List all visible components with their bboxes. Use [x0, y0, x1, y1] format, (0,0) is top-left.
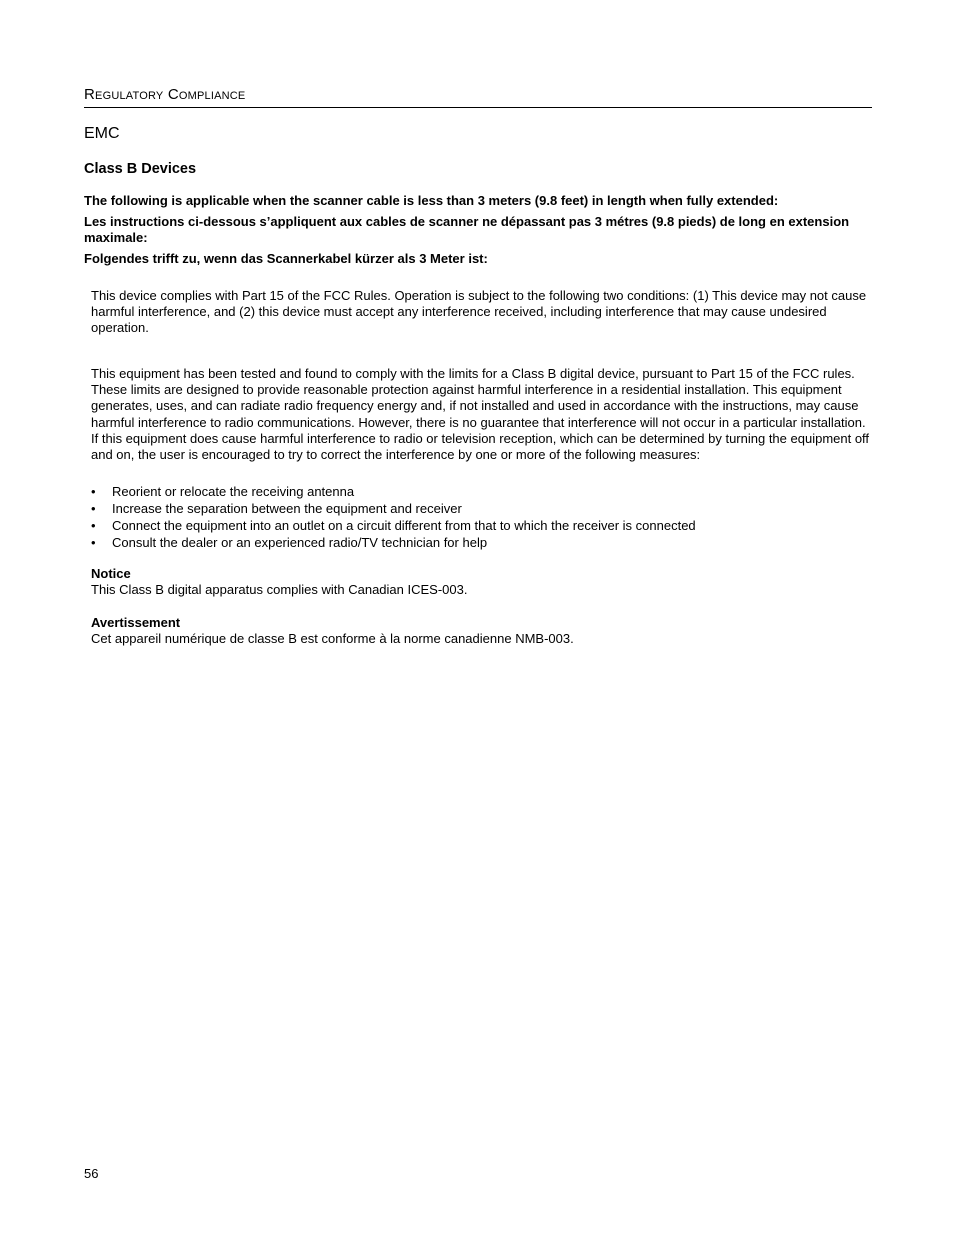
list-item	[91, 534, 871, 551]
class-b-limits-text: This equipment has been tested and found to comply with the limits for a Class B digital device, pursuant to Part 15 of the FCC rules. These limits are designed to provide reasonable protection against harmful interference in a residential installation. This equipment generates, uses, and can radiate radio frequency energy and, if not installed and used in accordance with the instructions, may cause harmful interference to radio communications. However, there is no guarantee that interference will not occur in a particular installation. If this equipment does cause harmful interference to radio or television reception, which can be determined by turning the equipment off and on, the user is encouraged to try to correct the interference by one or more of the following measures:	[91, 366, 870, 463]
avertissement-heading: Avertissement	[91, 615, 181, 630]
list-item-text: Increase the separation between the equipment and receiver	[112, 501, 462, 516]
list-item-text: Reorient or relocate the receiving antenna	[112, 484, 355, 499]
running-header: Regulatory Compliance	[84, 86, 872, 108]
subsection-title: Class B Devices	[84, 161, 197, 177]
notice-heading: Notice	[91, 566, 131, 581]
list-item-text: Consult the dealer or an experienced radio/TV technician for help	[112, 535, 488, 550]
list-item	[91, 483, 871, 500]
list-item	[91, 500, 871, 517]
bullet-icon: •	[91, 501, 96, 516]
notice-text: This Class B digital apparatus complies with Canadian ICES-003.	[91, 582, 468, 597]
avertissement-block	[91, 615, 871, 647]
bullet-icon: •	[91, 535, 96, 550]
applicability-statements	[84, 193, 864, 272]
bullet-icon: •	[91, 484, 96, 499]
bullet-icon: •	[91, 518, 96, 533]
applicability-french: Les instructions ci-dessous s’appliquent aux cables de scanner ne dépassant pas 3 métres (9.8 pieds) de long en extension maximale:	[84, 214, 850, 245]
list-item	[91, 517, 871, 534]
list-item-text: Connect the equipment into an outlet on a circuit different from that to which the receiver is connected	[112, 518, 696, 533]
page-number: 56	[84, 1166, 99, 1181]
applicability-english: The following is applicable when the scanner cable is less than 3 meters (9.8 feet) in length when fully extended:	[84, 193, 779, 208]
avertissement-text: Cet appareil numérique de classe B est conforme à la norme canadienne NMB-003.	[91, 631, 574, 646]
fcc-paragraph-2	[91, 353, 871, 476]
notice-block	[91, 566, 871, 598]
fcc-compliance-text: This device complies with Part 15 of the FCC Rules. Operation is subject to the following two conditions: (1) This device may not cause harmful interference, and (2) this device must accept any interference received, including interference that may cause undesired operation.	[91, 288, 867, 336]
section-title: EMC	[84, 125, 120, 142]
fcc-paragraph-1	[91, 288, 871, 337]
measures-list	[91, 483, 871, 551]
applicability-german: Folgendes trifft zu, wenn das Scannerkabel kürzer als 3 Meter ist:	[84, 251, 488, 266]
